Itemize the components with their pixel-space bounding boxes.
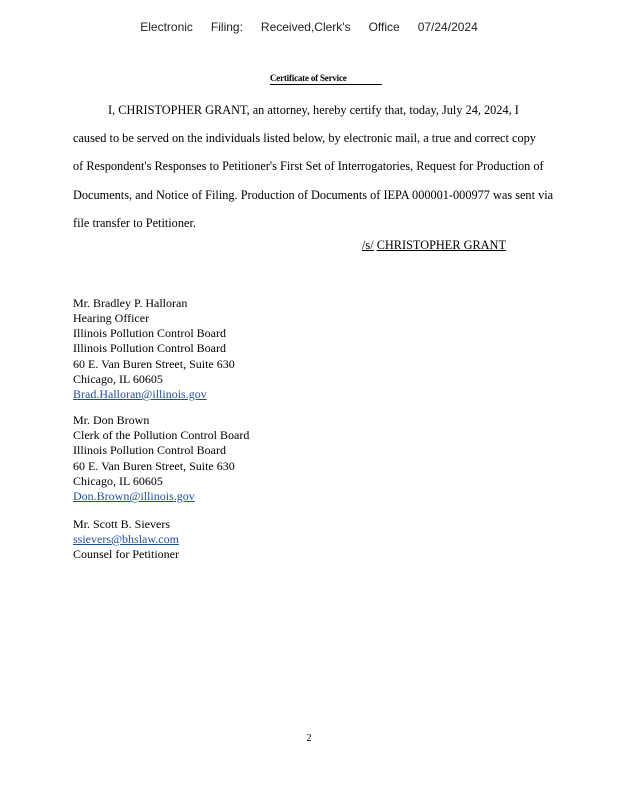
signature-name: CHRISTOPHER GRANT bbox=[376, 238, 506, 252]
header-received: Received,Clerk's bbox=[260, 20, 351, 34]
paragraph-line-1: I, CHRISTOPHER GRANT, an attorney, hereby certify that, today, July 24, 2024, I bbox=[108, 103, 519, 117]
paragraph-line-5: file transfer to Petitioner. bbox=[73, 215, 196, 230]
signature-prefix: /s/ bbox=[362, 238, 374, 252]
paragraph-line-3: of Respondent's Responses to Petitioner's First Set of Interrogatories, Request for Production of bbox=[73, 159, 544, 174]
certificate-title: Certificate of Service bbox=[270, 73, 382, 85]
recipient-city: Chicago, IL 60605 bbox=[73, 474, 163, 488]
recipient-email-link[interactable]: Brad.Halloran@illinois.gov bbox=[73, 387, 207, 401]
recipient-email-link[interactable]: ssievers@bhslaw.com bbox=[73, 532, 179, 546]
filing-stamp-header bbox=[0, 20, 618, 34]
recipient-halloran bbox=[73, 296, 235, 402]
recipient-city: Chicago, IL 60605 bbox=[73, 372, 163, 386]
recipient-org: Illinois Pollution Control Board bbox=[73, 341, 227, 355]
recipient-title: Hearing Officer bbox=[73, 311, 150, 325]
recipient-role: Counsel for Petitioner bbox=[73, 547, 179, 561]
header-electronic: Electronic bbox=[140, 20, 193, 34]
recipient-brown bbox=[73, 413, 249, 504]
paragraph-line-2: caused to be served on the individuals listed below, by electronic mail, a true and correct copy bbox=[73, 131, 536, 146]
recipient-org: Illinois Pollution Control Board bbox=[73, 326, 227, 340]
recipient-sievers bbox=[73, 517, 179, 562]
page-number: 2 bbox=[306, 733, 312, 744]
recipient-name: Mr. Scott B. Sievers bbox=[73, 517, 171, 531]
header-office: Office bbox=[368, 20, 400, 34]
recipient-name: Mr. Don Brown bbox=[73, 413, 150, 427]
recipient-address: 60 E. Van Buren Street, Suite 630 bbox=[73, 459, 235, 473]
header-date: 07/24/2024 bbox=[417, 20, 478, 34]
recipient-email-link[interactable]: Don.Brown@illinois.gov bbox=[73, 489, 195, 503]
recipient-address: 60 E. Van Buren Street, Suite 630 bbox=[73, 357, 235, 371]
recipient-title: Clerk of the Pollution Control Board bbox=[73, 428, 250, 442]
paragraph-line-4: Documents, and Notice of Filing. Production of Documents of IEPA 000001-000977 was sent via bbox=[73, 187, 554, 202]
recipient-name: Mr. Bradley P. Halloran bbox=[73, 296, 188, 310]
certification-paragraph bbox=[73, 96, 583, 237]
signature-line bbox=[362, 238, 506, 253]
header-filing: Filing: bbox=[210, 20, 243, 34]
recipient-org: Illinois Pollution Control Board bbox=[73, 443, 227, 457]
